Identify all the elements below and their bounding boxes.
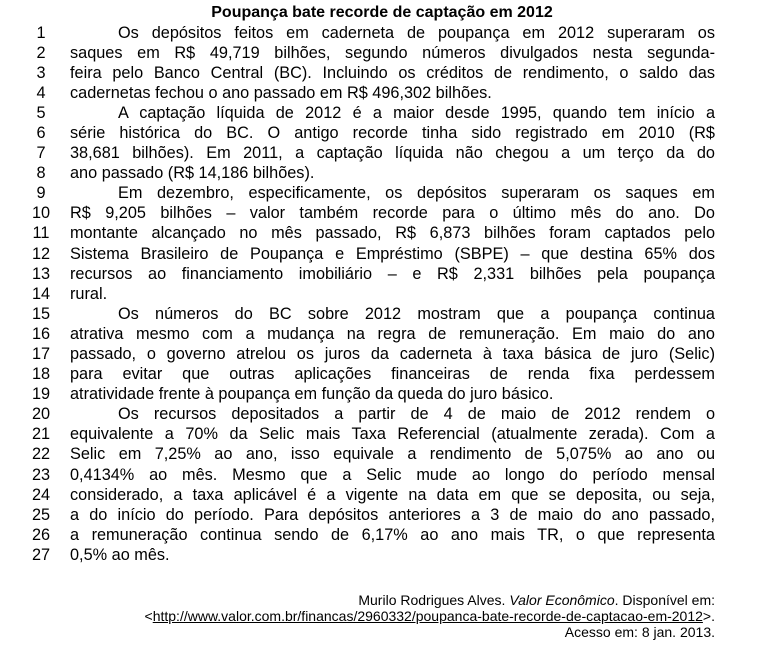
- text-line: [0, 424, 764, 444]
- line-number: 7: [36, 144, 46, 163]
- line-text: Sistema Brasileiro de Poupança e Empréstimo (SBPE) – que destina 65% dos: [70, 244, 715, 263]
- line-number: 9: [36, 184, 46, 203]
- line-number: 13: [31, 264, 51, 283]
- line-number: 4: [36, 83, 46, 102]
- citation-author: Murilo Rodrigues Alves.: [358, 592, 510, 608]
- text-line: [0, 264, 764, 284]
- line-number: 17: [31, 345, 51, 363]
- source-citation: [145, 592, 715, 641]
- citation-accessed: Acesso em: 8 jan. 2013.: [564, 624, 715, 641]
- text-line: [0, 244, 764, 264]
- url-open-bracket: <: [144, 608, 153, 625]
- line-number: 6: [36, 123, 46, 142]
- line-number: 25: [31, 505, 51, 524]
- line-text: Os recursos depositados a partir de 4 de maio de 2012 rendem o: [118, 405, 715, 424]
- line-text: série histórica do BC. O antigo recorde tinha sido registrado em 2010 (R$: [70, 123, 715, 142]
- line-text: montante alcançado no mês passado, R$ 6,873 bilhões foram captados pelo: [70, 224, 715, 243]
- line-number: 24: [31, 485, 51, 504]
- line-text: para evitar que outras aplicações financeiras de renda fixa perdessem: [70, 365, 715, 384]
- line-text: Os depósitos feitos em caderneta de poupança em 2012 superaram os: [118, 23, 715, 42]
- url-close-bracket: >.: [702, 608, 715, 625]
- line-number: 14: [31, 284, 51, 303]
- line-number: 21: [31, 425, 51, 444]
- line-number: 16: [31, 324, 51, 343]
- line-number: 1: [36, 23, 46, 42]
- text-line: [0, 485, 764, 505]
- text-line: [0, 143, 764, 163]
- line-number: 19: [31, 385, 51, 404]
- line-number: 20: [31, 405, 51, 424]
- text-line: [0, 223, 764, 243]
- text-line: [0, 43, 764, 63]
- line-number: 10: [31, 204, 51, 223]
- text-line: [0, 163, 764, 183]
- text-line: [0, 284, 764, 304]
- text-line: [0, 344, 764, 364]
- line-text: ano passado (R$ 14,186 bilhões).: [70, 164, 315, 183]
- article-title: Poupança bate recorde de captação em 2012: [211, 4, 553, 21]
- text-line: [0, 364, 764, 384]
- line-text: atratividade frente à poupança em função da queda do juro básico.: [70, 385, 554, 404]
- line-text: saques em R$ 49,719 bilhões, segundo números divulgados nesta segunda-: [70, 43, 715, 62]
- text-line: [0, 203, 764, 223]
- text-line: [0, 304, 764, 324]
- line-text: cadernetas fechou o ano passado em R$ 496,302 bilhões.: [70, 83, 492, 102]
- line-text: considerado, a taxa aplicável é a vigente na data em que se deposita, ou seja,: [70, 485, 715, 504]
- line-number: 26: [31, 525, 51, 544]
- line-number: 11: [32, 224, 50, 243]
- text-line: [0, 545, 764, 565]
- line-number: 3: [36, 63, 46, 82]
- citation-url-line: [145, 608, 715, 624]
- text-line: [0, 103, 764, 123]
- line-text: recursos ao financiamento imobiliário – e R$ 2,331 bilhões pela poupança: [70, 264, 715, 283]
- text-line: [0, 465, 764, 485]
- line-text: R$ 9,205 bilhões – valor também recorde para o último mês do ano. Do: [70, 204, 715, 223]
- line-text: 0,4134% ao mês. Mesmo que a Selic mude ao longo do período mensal: [70, 465, 715, 484]
- line-number: 27: [31, 545, 51, 564]
- text-line: [0, 505, 764, 525]
- line-text: 38,681 bilhões). Em 2011, a captação líquida não chegou a um terço da do: [70, 144, 715, 163]
- citation-author-line: [145, 592, 715, 608]
- line-text: feira pelo Banco Central (BC). Incluindo os créditos de rendimento, o saldo das: [70, 63, 715, 82]
- line-number: 5: [36, 103, 46, 122]
- line-text: equivalente a 70% da Selic mais Taxa Referencial (atualmente zerada). Com a: [70, 425, 715, 444]
- line-number: 8: [36, 164, 46, 183]
- line-text: a remuneração continua sendo de 6,17% ao ano mais TR, o que representa: [70, 525, 715, 544]
- line-number: 18: [31, 365, 51, 384]
- line-number: 2: [36, 43, 46, 62]
- article-body: [0, 23, 764, 566]
- line-text: Selic em 7,25% ao ano, isso equivale a rendimento de 5,075% ao ano ou: [70, 445, 715, 464]
- text-line: [0, 183, 764, 203]
- text-line: [0, 23, 764, 43]
- text-line: [0, 525, 764, 545]
- citation-available: . Disponível em:: [614, 592, 715, 608]
- line-number: 15: [31, 304, 51, 323]
- line-text: a do início do período. Para depósitos anteriores a 3 de maio do ano passado,: [70, 505, 715, 524]
- text-line: [0, 83, 764, 103]
- line-text: Em dezembro, especificamente, os depósitos superaram os saques em: [118, 184, 715, 203]
- line-text: rural.: [70, 284, 108, 303]
- line-number: 22: [31, 445, 51, 464]
- line-number: 23: [31, 465, 51, 484]
- text-line: [0, 123, 764, 143]
- line-text: Os números do BC sobre 2012 mostram que a poupança continua: [118, 304, 715, 323]
- line-text: A captação líquida de 2012 é a maior desde 1995, quando tem início a: [118, 103, 715, 122]
- line-number: 12: [31, 244, 51, 263]
- source-link[interactable]: http://www.valor.com.br/financas/2960332/poupanca-bate-recorde-de-captacao-em-2012: [152, 608, 703, 625]
- line-text: passado, o governo atrelou os juros da caderneta à taxa básica de juro (Selic): [70, 345, 715, 363]
- text-line: [0, 444, 764, 464]
- text-line: [0, 324, 764, 344]
- text-line: [0, 384, 764, 404]
- line-text: 0,5% ao mês.: [70, 545, 170, 564]
- text-line: [0, 404, 764, 424]
- citation-publication: Valor Econômico: [509, 592, 615, 608]
- line-text: atrativa mesmo com a mudança na regra de remuneração. Em maio do ano: [70, 324, 715, 343]
- text-line: [0, 63, 764, 83]
